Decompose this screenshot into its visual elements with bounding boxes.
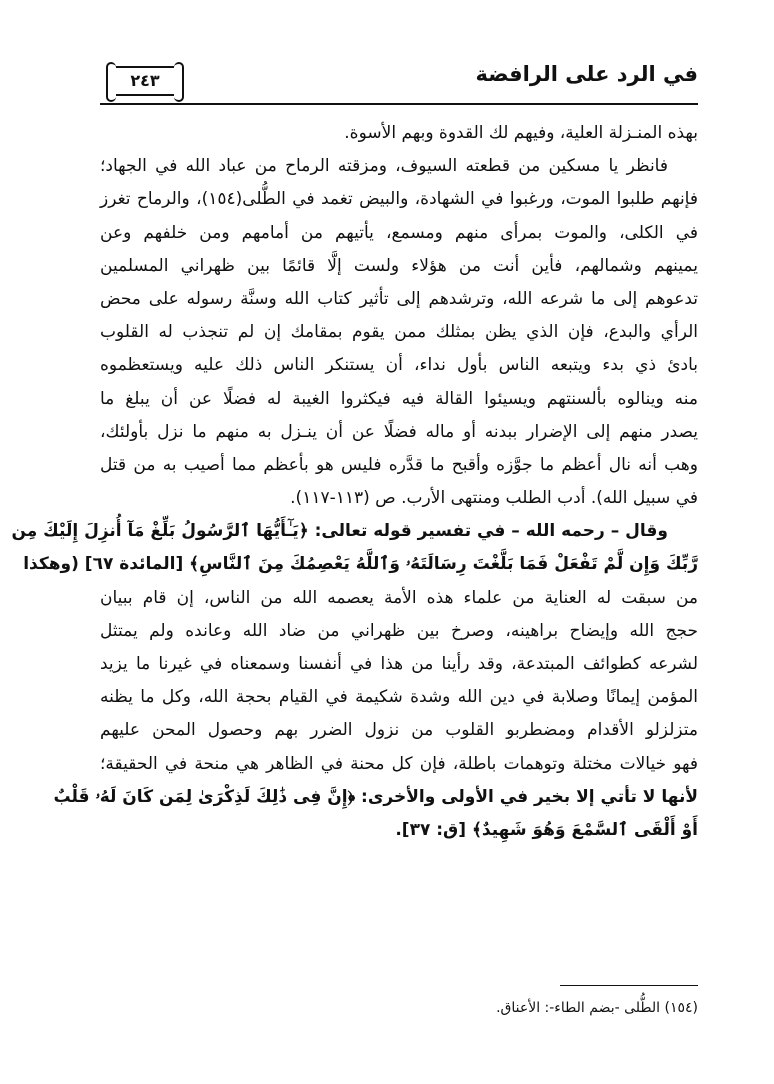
footnote: (١٥٤) الطُّلى -بضم الطاء-: الأعناق. xyxy=(496,1000,698,1016)
text-line: المؤمن إيمانًا وصلابة في دين الله وشدة شكيمة في القيام بحجة الله، وكل ما يظنه xyxy=(100,687,698,708)
header-rule xyxy=(100,103,698,105)
text-line: لأنها لا تأتي إلا بخير في الأولى والأخرى: ﴿إِنَّ فِى ذَٰلِكَ لَذِكْرَىٰ لِمَن كَانَ لَهُۥ قَلْبٌ xyxy=(53,786,698,807)
page-header xyxy=(100,60,698,102)
page-number: ٢٤٣ xyxy=(130,71,160,90)
text-line: وقال – رحمه الله – في تفسير قوله تعالى: ﴿يَـٰٓأَيُّهَا ٱلرَّسُولُ بَلِّغْ مَآ أُنزِلَ إِلَيْكَ مِن xyxy=(11,521,668,542)
text-line: يمينهم وشمالهم، فأين أنت من هؤلاء ولست إلَّا قائمًا بين ظهراني المسلمين xyxy=(100,255,698,276)
page-number-frame xyxy=(112,66,178,96)
text-line: من سبقت له العناية من علماء هذه الأمة يعصمه الله من الناس، إن قام ببيان xyxy=(100,587,698,608)
running-title: في الرد على الرافضة xyxy=(475,62,698,86)
footnote-rule xyxy=(560,985,698,986)
text-line: بادئ ذي بدء ويتبعه الناس بأول نداء، أن يستنكر الناس ذلك عليه ويستعظموه xyxy=(100,355,698,376)
text-line: تدعوهم إلى ما شرعه الله، وترشدهم إلى تأثير كتاب الله وسنَّة رسوله على محض xyxy=(100,288,698,309)
text-line: فانظر يا مسكين من قطعته السيوف، ومزقته الرماح من عباد الله في الجهاد؛ xyxy=(100,156,668,177)
text-line: حجج الله وإيضاح براهينه، وصرخ بين ظهراني من ضاد الله وعانده ولم يمتثل xyxy=(100,620,698,641)
text-line: لشرعه كطوائف المبتدعة، وقد رأينا من هذا في أنفسنا وسمعناه في غيرنا ما يزيد xyxy=(100,654,698,674)
text-line: في الكلى، والموت بمرأى منهم ومسمع، يأتيهم من أمامهم ومن خلفهم وعن xyxy=(100,222,698,243)
text-line: رَّبِّكَ وَإِن لَّمْ تَفْعَلْ فَمَا بَلَّغْتَ رِسَالَتَهُۥ وَٱللَّهُ يَعْصِمُكَ مِنَ ٱلنَّاسِ﴾ [المائدة ٦٧] (وهكذا xyxy=(23,554,698,575)
text-line: فإنهم طلبوا الموت، ورغبوا في الشهادة، والبيض تغمد في الطُّلى(١٥٤)، والرماح تغرز xyxy=(100,189,698,210)
text-line: منه وينالوه بألسنتهم ويسيئوا القالة فيه فيكثروا الغيبة له فضلًا عن أن يبلغ ما xyxy=(100,388,698,409)
text-line: الرأي والبدع، فإن الذي يظن بمثلك ممن يقوم بمقامك إن لم تنجذب له القلوب xyxy=(100,322,698,343)
text-line: أَوْ أَلْقَى ٱلسَّمْعَ وَهُوَ شَهِيدٌ﴾ [ق: ٣٧]. xyxy=(395,819,698,840)
text-line: وهب أنه نال أعظم ما جوَّزه وأقبح ما قدَّره فليس هو بأعظم مما أصيب به من قتل xyxy=(100,454,698,475)
text-line: متزلزلو الأقدام ومضطربو القلوب من نزول الضرر بهم وحصول المحن عليهم xyxy=(100,720,698,741)
body-text xyxy=(11,117,698,847)
text-line: يصدر منهم إلى الإضرار ببدنه أو ماله فضلًا عن أن ينـزل به منهم ما نزل بأولئك، xyxy=(100,421,698,442)
text-line: بهذه المنـزلة العلية، وفيهم لك القدوة وبهم الأسوة. xyxy=(344,123,698,143)
text-line: فهو خيالات مختلة وتوهمات باطلة، فإن كل محنة في الظاهر هي منحة في الحقيقة؛ xyxy=(100,753,698,774)
text-line: في سبيل الله). أدب الطلب ومنتهى الأرب. ص (١١٣-١١٧). xyxy=(290,488,698,509)
